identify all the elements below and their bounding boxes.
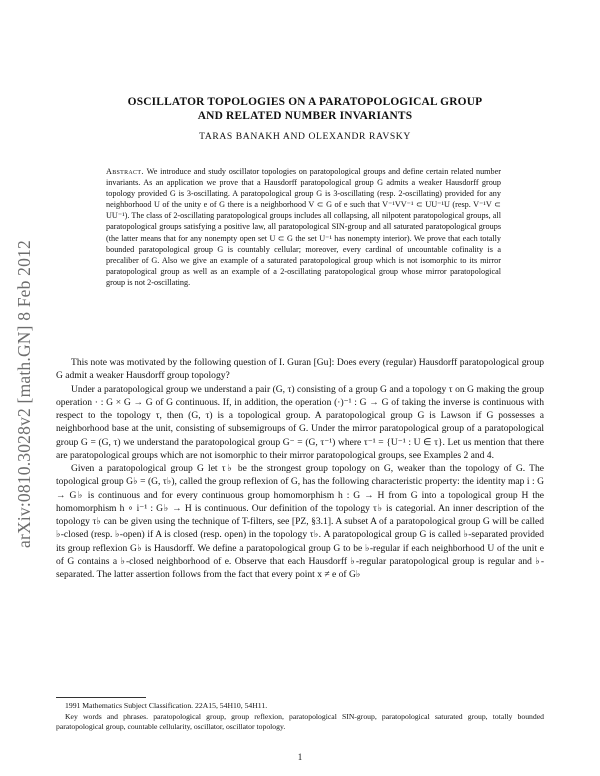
body-paragraph-2: Under a paratopological group we understand a pair (G, τ) consisting of a group G and a topology τ on G making the group operation · : G × G → G of G continuous. If, in addition, the operation (·)⁻¹ : G → G of taking the inverse is continuous with respect to the topology τ, then (G, τ) is a topological group. A paratopological group G is Lawson if G possesses a neighborhood base at the unit, consisting of subsemigroups of G. Under the mirror paratopological group of a paratopological group G = (G, τ) we understand the paratopological group G⁻ = (G, τ⁻¹) where τ⁻¹ = {U⁻¹ : U ∈ τ}. Let us mention that there are paratopological groups which are not isomorphic to their mirror paratopological groups, see Examples 2 and 4. (56, 383, 544, 461)
paper-title (70, 95, 540, 123)
arxiv-identifier: arXiv:0810.3028v2 [math.GN] 8 Feb 2012 (14, 240, 34, 548)
footnote-divider (56, 697, 146, 698)
title-line-1: OSCILLATOR TOPOLOGIES ON A PARATOPOLOGICAL GROUP (127, 96, 483, 108)
abstract-label: Abstract. (106, 167, 144, 176)
page-number: 1 (297, 752, 303, 762)
body-paragraph-3: Given a paratopological group G let τ♭ be the strongest group topology on G, weaker than the topology of G. The topological group G♭ = (G, τ♭), called the group reflexion of G, has the following characteristic property: the identity map i : G → G♭ is continuous and for every continuous group homomorphism h : G → H from G into a topological group H the homomorphism h ∘ i⁻¹ : G♭ → H is continuous. Our definition of the topology τ♭ is categorial. An inner description of the topology τ♭ can be given using the technique of T-filters, see [PZ, §3.1]. A subset A of a paratopological group G will be called ♭-closed (resp. ♭-open) if A is closed (resp. open) in the topology τ♭. A paratopological group G is called ♭-separated provided its group reflexion G♭ is Hausdorff. We define a paratopological group G to be ♭-regular if each neighborhood U of the unit e of G contains a ♭-closed neighborhood of e. Observe that each Hausdorff ♭-regular paratopological group is regular and ♭-separated. The latter assertion follows from the fact that every point x ≠ e of G♭ (56, 463, 544, 580)
abstract (106, 166, 501, 288)
body-paragraph-1: This note was motivated by the following question of I. Guran [Gu]: Does every (regular) Hausdorff paratopological group G admit a weaker Hausdorff group topology? (56, 357, 544, 382)
body-text (56, 356, 544, 581)
title-line-2: AND RELATED NUMBER INVARIANTS (197, 110, 413, 122)
footnotes (56, 701, 544, 733)
footnote-keywords: Key words and phrases. paratopological group, group reflexion, paratopological SIN-group, paratopological saturated group, totally bounded paratopological group, countable cellularity, oscillator, oscillator topology. (56, 711, 544, 731)
author-list: TARAS BANAKH AND OLEXANDR RAVSKY (199, 131, 411, 142)
footnote-msc: 1991 Mathematics Subject Classification. 22A15, 54H10, 54H11. (65, 701, 268, 710)
abstract-text: We introduce and study oscillator topologies on paratopological groups and define certain related number invariants. As an application we prove that a Hausdorff paratopological group G admits a weaker Hausdorff group topology provided G is 3-oscillating. A paratopological group G is 3-oscillating (resp. 2-oscillating) provided for any neighborhood U of the unity e of G there is a neighborhood V ⊂ G of e such that V⁻¹VV⁻¹ ⊂ UU⁻¹U (resp. V⁻¹V ⊂ UU⁻¹). The class of 2-oscillating paratopological groups includes all collapsing, all nilpotent paratopological groups, all paratopological groups satisfying a positive law, all paratopological SIN-group and all saturated paratopological groups (the latter means that for any nonempty open set U ⊂ G the set U⁻¹ has nonempty interior). We prove that each totally bounded paratopological group G is countably cellular; moreover, every cardinal of uncountable cofinality is a precaliber of G. Also we give an example of a saturated paratopological group which is not isomorphic to its mirror paratopological group as well as an example of a 2-oscillating paratopological group whose mirror paratopological group is not 2-oscillating. (106, 167, 501, 287)
